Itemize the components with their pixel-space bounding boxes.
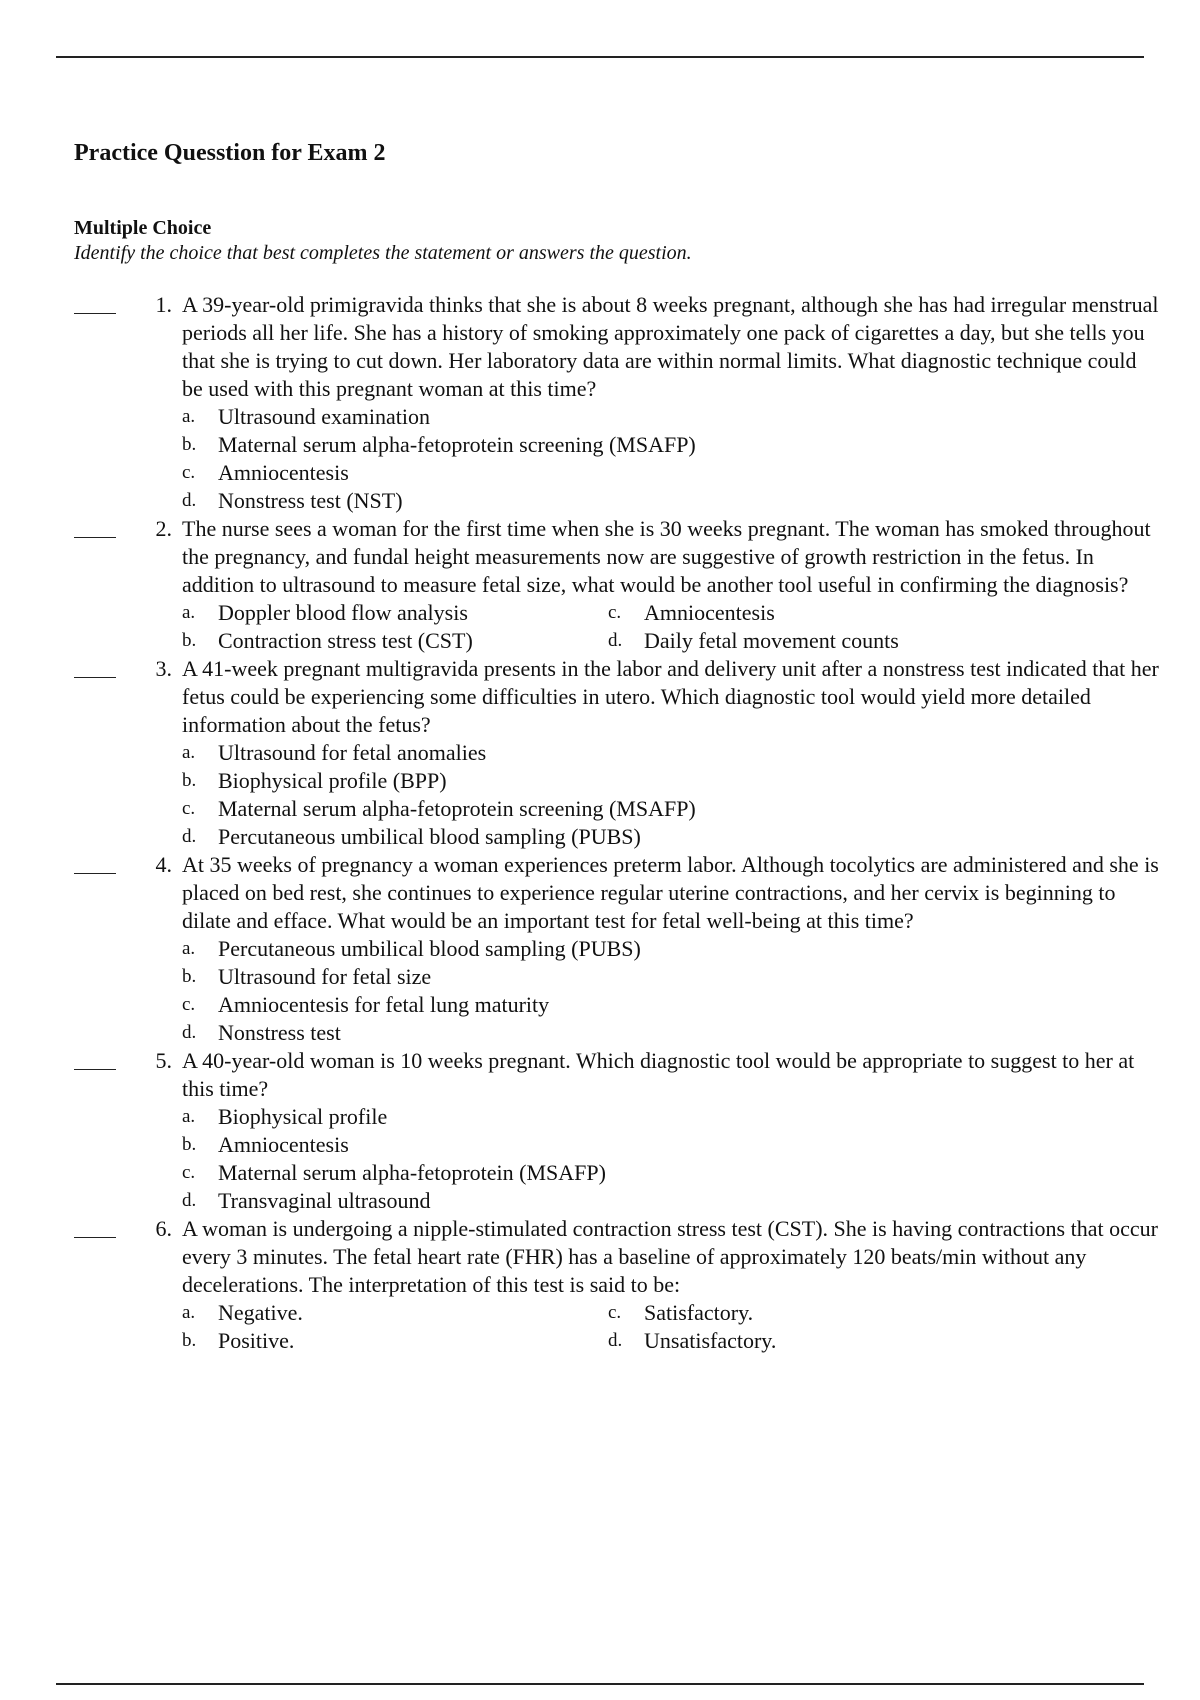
- choice-letter: a.: [182, 1302, 196, 1323]
- choice-text: Ultrasound for fetal anomalies: [218, 740, 487, 765]
- choice-text: Amniocentesis: [218, 1132, 349, 1157]
- choice-letter: a.: [182, 1106, 196, 1127]
- choice-text: Nonstress test (NST): [218, 488, 403, 513]
- answer-blank[interactable]: [74, 313, 116, 314]
- section-title: Multiple Choice: [74, 217, 212, 239]
- choice-text: Maternal serum alpha-fetoprotein screening (MSAFP): [218, 432, 696, 457]
- choice-c[interactable]: [608, 599, 1160, 627]
- choice-c[interactable]: [608, 1299, 1160, 1327]
- choice-c[interactable]: [182, 795, 1160, 823]
- choice-b[interactable]: [182, 767, 1160, 795]
- bottom-rule: [56, 1683, 1144, 1685]
- choice-letter: b.: [182, 1134, 197, 1155]
- answer-blank[interactable]: [74, 537, 116, 538]
- choice-text: Daily fetal movement counts: [644, 628, 899, 653]
- choice-letter: c.: [608, 1302, 622, 1323]
- page-title: Practice Quesstion for Exam 2: [74, 140, 386, 166]
- choice-text: Doppler blood flow analysis: [218, 600, 468, 625]
- choice-letter: c.: [182, 994, 196, 1015]
- choice-d[interactable]: [182, 1187, 1160, 1215]
- choice-text: Amniocentesis for fetal lung maturity: [218, 992, 550, 1017]
- choice-letter: c.: [182, 798, 196, 819]
- choice-a[interactable]: [182, 935, 1160, 963]
- choice-letter: c.: [182, 462, 196, 483]
- choice-a[interactable]: [182, 739, 1160, 767]
- choice-c[interactable]: [182, 991, 1160, 1019]
- choice-a[interactable]: [182, 1299, 608, 1327]
- choice-text: Percutaneous umbilical blood sampling (PUBS): [218, 824, 641, 849]
- choice-b[interactable]: [182, 627, 608, 655]
- question-stem: A woman is undergoing a nipple-stimulated contraction stress test (CST). She is having contractions that occur every 3 minutes. The fetal heart rate (FHR) has a baseline of approximately 120 beats/min without any decelerations. The interpretation of this test is said to be:: [182, 1216, 1158, 1297]
- choice-d[interactable]: [608, 627, 1160, 655]
- question-stem: A 39-year-old primigravida thinks that she is about 8 weeks pregnant, although she has had irregular menstrual periods all her life. She has a history of smoking approximately one pack of cigarettes a day, but she tells you that she is trying to cut down. Her laboratory data are within normal limits. What diagnostic technique could be used with this pregnant woman at this time?: [182, 292, 1159, 401]
- choice-letter: d.: [182, 1022, 197, 1043]
- question-stem: The nurse sees a woman for the first time when she is 30 weeks pregnant. The woman has smoked throughout the pregnancy, and fundal height measurements now are suggestive of growth restriction in the fetus. In addition to ultrasound to measure fetal size, what would be another tool useful in confirming the diagnosis?: [182, 516, 1151, 597]
- choice-letter: b.: [182, 770, 197, 791]
- choice-letter: a.: [182, 742, 196, 763]
- choice-d[interactable]: [182, 487, 1160, 515]
- choice-letter: d.: [182, 826, 197, 847]
- question-stem: At 35 weeks of pregnancy a woman experiences preterm labor. Although tocolytics are administered and she is placed on bed rest, she continues to experience regular uterine contractions, and her cervix is beginning to dilate and efface. What would be an important test for fetal well-being at this time?: [182, 852, 1159, 933]
- question-5: [74, 1047, 1160, 1215]
- choice-b[interactable]: [182, 963, 1160, 991]
- choice-text: Satisfactory.: [644, 1300, 754, 1325]
- question-number: 1.: [155, 292, 172, 317]
- choice-text: Biophysical profile: [218, 1104, 388, 1129]
- choice-text: Positive.: [218, 1328, 295, 1353]
- answer-blank[interactable]: [74, 873, 116, 874]
- choice-letter: d.: [182, 1190, 197, 1211]
- question-number: 6.: [155, 1216, 172, 1241]
- answer-blank[interactable]: [74, 1237, 116, 1238]
- choice-d[interactable]: [182, 1019, 1160, 1047]
- choice-letter: b.: [182, 966, 197, 987]
- answer-blank[interactable]: [74, 677, 116, 678]
- question-number: 5.: [155, 1048, 172, 1073]
- choice-letter: c.: [182, 1162, 196, 1183]
- question-1: [74, 291, 1160, 515]
- choice-d[interactable]: [182, 823, 1160, 851]
- question-number: 2.: [155, 516, 172, 541]
- question-stem: A 41-week pregnant multigravida presents in the labor and delivery unit after a nonstress test indicated that her fetus could be experiencing some difficulties in utero. Which diagnostic tool would yield more detailed information about the fetus?: [182, 656, 1159, 737]
- choice-text: Unsatisfactory.: [644, 1328, 777, 1353]
- answer-blank[interactable]: [74, 1069, 116, 1070]
- question-6: [74, 1215, 1160, 1355]
- choice-text: Negative.: [218, 1300, 303, 1325]
- question-number: 3.: [155, 656, 172, 681]
- choice-text: Amniocentesis: [218, 460, 349, 485]
- choice-text: Maternal serum alpha-fetoprotein (MSAFP): [218, 1160, 606, 1185]
- question-4: [74, 851, 1160, 1047]
- choice-letter: b.: [182, 434, 197, 455]
- choice-a[interactable]: [182, 1103, 1160, 1131]
- choice-text: Biophysical profile (BPP): [218, 768, 447, 793]
- choice-letter: d.: [608, 630, 623, 651]
- choice-text: Ultrasound for fetal size: [218, 964, 432, 989]
- choice-a[interactable]: [182, 599, 608, 627]
- choice-b[interactable]: [182, 431, 1160, 459]
- choice-text: Amniocentesis: [644, 600, 775, 625]
- choice-letter: a.: [182, 938, 196, 959]
- choice-text: Percutaneous umbilical blood sampling (PUBS): [218, 936, 641, 961]
- choice-c[interactable]: [182, 1159, 1160, 1187]
- choice-letter: b.: [182, 1330, 197, 1351]
- choice-text: Contraction stress test (CST): [218, 628, 473, 653]
- choice-text: Transvaginal ultrasound: [218, 1188, 431, 1213]
- choice-c[interactable]: [182, 459, 1160, 487]
- choice-letter: b.: [182, 630, 197, 651]
- choice-b[interactable]: [182, 1131, 1160, 1159]
- choice-letter: d.: [182, 490, 197, 511]
- choice-letter: c.: [608, 602, 622, 623]
- choice-text: Maternal serum alpha-fetoprotein screening (MSAFP): [218, 796, 696, 821]
- choice-letter: d.: [608, 1330, 623, 1351]
- exam-page: [74, 140, 1160, 1355]
- choice-b[interactable]: [182, 1327, 608, 1355]
- choice-letter: a.: [182, 406, 196, 427]
- question-2: [74, 515, 1160, 655]
- instructions: Identify the choice that best completes the statement or answers the question.: [74, 242, 692, 264]
- question-number: 4.: [155, 852, 172, 877]
- question-3: [74, 655, 1160, 851]
- choice-d[interactable]: [608, 1327, 1160, 1355]
- top-rule: [56, 56, 1144, 58]
- question-stem: A 40-year-old woman is 10 weeks pregnant. Which diagnostic tool would be appropriate to suggest to her at this time?: [182, 1048, 1135, 1101]
- choice-text: Nonstress test: [218, 1020, 341, 1045]
- choice-letter: a.: [182, 602, 196, 623]
- choice-text: Ultrasound examination: [218, 404, 431, 429]
- choice-a[interactable]: [182, 403, 1160, 431]
